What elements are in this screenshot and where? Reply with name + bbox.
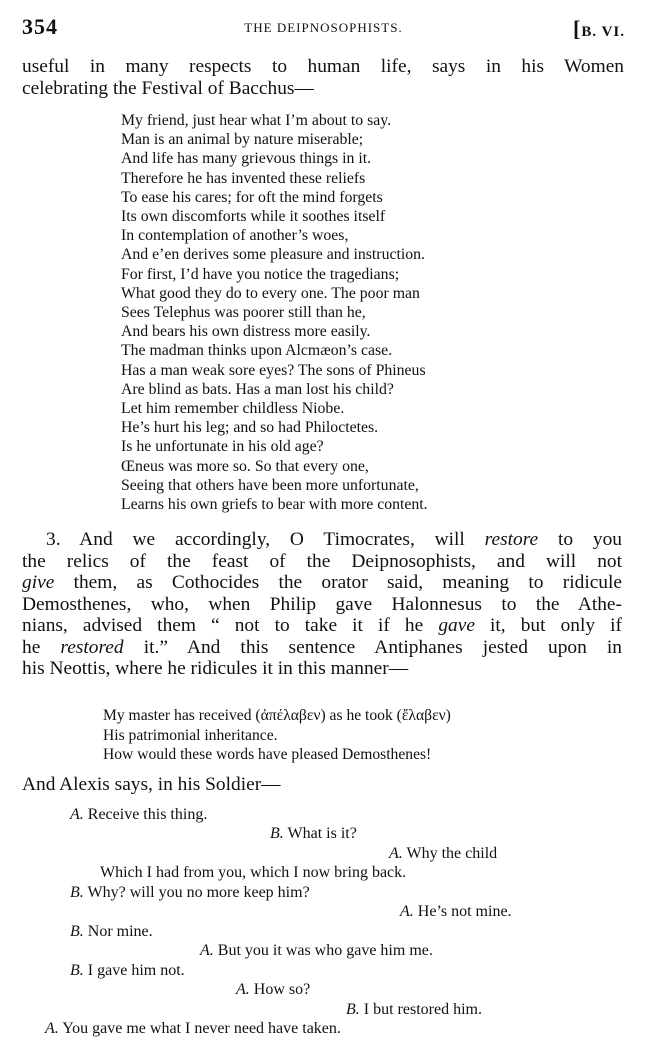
dialogue-line: A. Receive this thing.: [70, 806, 208, 823]
intro-line: useful in many respects to human life, says in his Women: [22, 56, 624, 77]
verse-line: Sees Telephus was poorer still than he,: [121, 304, 366, 322]
speaker-label: A.: [389, 845, 403, 862]
dialogue-line: Which I had from you, which I now bring back.: [100, 864, 407, 881]
verse-line: Are blind as bats. Has a man lost his child?: [121, 380, 394, 398]
speaker-label: A.: [400, 903, 414, 920]
dialogue-line: B. Why? will you no more keep him?: [70, 884, 310, 901]
paragraph-line: nians, advised them “ not to take it if he gave it, but only if: [22, 615, 622, 636]
speaker-label: B.: [70, 962, 84, 979]
paragraph-line: his Neottis, where he ridicules it in this manner—: [22, 658, 409, 679]
speaker-label: A.: [236, 981, 250, 998]
quote-line: My master has received (ἀπέλαβεν) as he took (ἔλαβεν): [103, 707, 451, 724]
dialogue-line: A. How so?: [236, 981, 311, 998]
dialogue-line: B. What is it?: [270, 825, 357, 842]
verse-line: He’s hurt his leg; and so had Philoctetes.: [121, 419, 379, 437]
dialogue-line: B. I gave him not.: [70, 962, 185, 979]
verse-line: And life has many grievous things in it.: [121, 150, 372, 168]
page-number: 354: [22, 14, 58, 39]
dialogue-line: A. He’s not mine.: [400, 903, 512, 920]
speaker-label: B.: [70, 884, 84, 901]
antiphanes-quotation: [103, 706, 451, 765]
verse-line: For first, I’d have you notice the tragedians;: [121, 265, 400, 283]
quote-line: How would these words have pleased Demosthenes!: [103, 746, 432, 764]
speaker-label: B.: [346, 1001, 360, 1018]
paragraph-line: the relics of the feast of the Deipnosophists, and will not: [22, 550, 622, 572]
verse-line: Therefore he has invented these reliefs: [121, 169, 366, 187]
verse-line: Seeing that others have been more unfortunate,: [121, 476, 419, 494]
book-reference: [B. VI.: [573, 16, 625, 41]
intro-line: celebrating the Festival of Bacchus—: [22, 77, 314, 99]
speaker-label: A.: [200, 942, 214, 959]
page-header: [22, 14, 625, 40]
dialogue-line: B. I but restored him.: [346, 1001, 482, 1018]
paragraph-line: 3. And we accordingly, O Timocrates, will restore to you: [46, 529, 622, 550]
paragraph-3: [22, 529, 622, 680]
dialogue-line: B. Nor mine.: [70, 923, 153, 940]
verse-line: What good they do to every one. The poor man: [121, 284, 420, 302]
paragraph-line: Demosthenes, who, when Philip gave Halonnesus to the Athe-: [22, 593, 622, 615]
quote-line: His patrimonial inheritance.: [103, 726, 278, 744]
speaker-label: B.: [270, 825, 284, 842]
alexis-intro: And Alexis says, in his Soldier—: [22, 774, 281, 795]
dialogue-line: A. Why the child: [389, 845, 498, 862]
speaker-label: A.: [70, 806, 84, 823]
verse-line: And bears his own distress more easily.: [121, 323, 371, 341]
verse-line: Œneus was more so. So that every one,: [121, 457, 369, 475]
verse-line: My friend, just hear what I’m about to say.: [121, 112, 392, 129]
verse-line: Its own discomforts while it soothes itself: [121, 208, 386, 226]
verse-line: Man is an animal by nature miserable;: [121, 131, 364, 149]
verse-line: The madman thinks upon Alcmæon’s case.: [121, 342, 393, 360]
verse-line: Learns his own griefs to bear with more content.: [121, 496, 428, 514]
verse-line: Let him remember childless Niobe.: [121, 400, 345, 418]
intro-paragraph: [22, 56, 624, 99]
verse-quotation: [121, 111, 428, 514]
dialogue-line: A. But you it was who gave him me.: [200, 942, 433, 959]
verse-line: Is he unfortunate in his old age?: [121, 438, 324, 456]
dialogue-line: A. You gave me what I never need have taken.: [45, 1020, 341, 1037]
paragraph-line: he restored it.” And this sentence Antiphanes jested upon in: [22, 636, 622, 658]
verse-line: In contemplation of another’s woes,: [121, 227, 349, 245]
verse-line: To ease his cares; for oft the mind forgets: [121, 188, 383, 206]
verse-line: And e’en derives some pleasure and instruction.: [121, 246, 425, 264]
running-title: THE DEIPNOSOPHISTS.: [244, 20, 403, 35]
verse-line: Has a man weak sore eyes? The sons of Phineus: [121, 361, 426, 379]
speaker-label: A.: [45, 1020, 59, 1037]
paragraph-line: give them, as Cothocides the orator said, meaning to ridicule: [22, 572, 622, 593]
speaker-label: B.: [70, 923, 84, 940]
